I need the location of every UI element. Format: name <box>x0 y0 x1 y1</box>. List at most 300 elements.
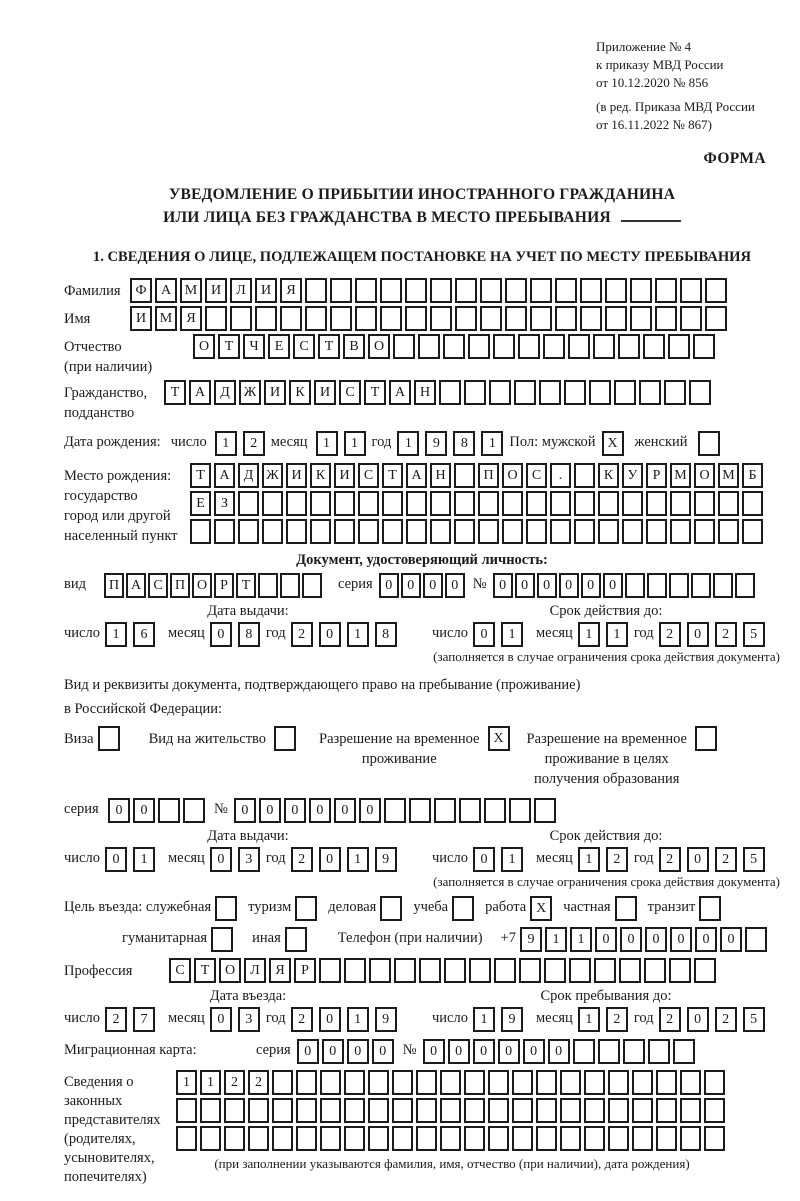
char-cell[interactable] <box>704 1070 725 1095</box>
char-cell[interactable] <box>648 1039 670 1064</box>
char-cell[interactable]: П <box>170 573 190 598</box>
entry-day-cells[interactable] <box>105 1007 161 1032</box>
char-cell[interactable]: Я <box>180 306 202 331</box>
char-cell[interactable] <box>539 380 561 405</box>
expiry-month-cells[interactable] <box>578 622 634 647</box>
char-cell[interactable]: 0 <box>581 573 601 598</box>
char-cell[interactable] <box>416 1098 437 1123</box>
char-cell[interactable] <box>382 519 403 544</box>
char-cell[interactable]: 0 <box>319 1007 341 1032</box>
char-cell[interactable]: 1 <box>578 1007 600 1032</box>
char-cell[interactable] <box>394 958 416 983</box>
char-cell[interactable] <box>742 491 763 516</box>
char-cell[interactable]: 1 <box>347 622 369 647</box>
doc-number-cells[interactable] <box>493 573 757 598</box>
char-cell[interactable] <box>439 380 461 405</box>
purpose-private-checkbox[interactable] <box>615 896 640 921</box>
char-cell[interactable]: С <box>358 463 379 488</box>
char-cell[interactable]: 0 <box>372 1039 394 1064</box>
char-cell[interactable]: 1 <box>397 431 419 456</box>
char-cell[interactable] <box>598 519 619 544</box>
char-cell[interactable]: Д <box>238 463 259 488</box>
char-cell[interactable]: Я <box>269 958 291 983</box>
char-cell[interactable]: 0 <box>695 927 717 952</box>
char-cell[interactable]: Т <box>318 334 340 359</box>
char-cell[interactable] <box>632 1098 653 1123</box>
char-cell[interactable] <box>670 491 691 516</box>
char-cell[interactable] <box>280 573 300 598</box>
char-cell[interactable] <box>536 1098 557 1123</box>
issue-month-cells[interactable] <box>210 622 266 647</box>
char-cell[interactable] <box>355 278 377 303</box>
char-cell[interactable] <box>598 491 619 516</box>
char-cell[interactable]: . <box>550 463 571 488</box>
char-cell[interactable]: М <box>180 278 202 303</box>
char-cell[interactable]: Т <box>364 380 386 405</box>
char-cell[interactable] <box>680 1098 701 1123</box>
char-cell[interactable] <box>158 798 180 823</box>
char-cell[interactable]: Т <box>194 958 216 983</box>
char-cell[interactable] <box>405 278 427 303</box>
char-cell[interactable] <box>418 334 440 359</box>
char-cell[interactable] <box>452 896 474 921</box>
char-cell[interactable] <box>392 1070 413 1095</box>
char-cell[interactable]: 0 <box>210 622 232 647</box>
char-cell[interactable]: И <box>205 278 227 303</box>
issue-day-cells[interactable] <box>105 622 161 647</box>
char-cell[interactable]: С <box>339 380 361 405</box>
residence-issue-day-cells[interactable] <box>105 847 161 872</box>
char-cell[interactable] <box>393 334 415 359</box>
char-cell[interactable] <box>262 491 283 516</box>
char-cell[interactable]: Д <box>214 380 236 405</box>
char-cell[interactable] <box>488 1070 509 1095</box>
char-cell[interactable]: 2 <box>291 1007 313 1032</box>
char-cell[interactable] <box>320 1126 341 1151</box>
char-cell[interactable]: 5 <box>743 847 765 872</box>
char-cell[interactable]: 0 <box>645 927 667 952</box>
char-cell[interactable] <box>689 380 711 405</box>
char-cell[interactable] <box>224 1098 245 1123</box>
expiry-day-cells[interactable] <box>473 622 529 647</box>
char-cell[interactable]: Р <box>646 463 667 488</box>
char-cell[interactable] <box>694 958 716 983</box>
char-cell[interactable] <box>334 491 355 516</box>
char-cell[interactable]: М <box>670 463 691 488</box>
char-cell[interactable]: О <box>219 958 241 983</box>
char-cell[interactable] <box>605 306 627 331</box>
char-cell[interactable]: 1 <box>105 622 127 647</box>
char-cell[interactable] <box>183 798 205 823</box>
char-cell[interactable]: 2 <box>715 622 737 647</box>
char-cell[interactable] <box>176 1126 197 1151</box>
char-cell[interactable]: 1 <box>570 927 592 952</box>
char-cell[interactable] <box>368 1070 389 1095</box>
char-cell[interactable]: 9 <box>375 847 397 872</box>
char-cell[interactable] <box>330 306 352 331</box>
char-cell[interactable]: 2 <box>659 622 681 647</box>
char-cell[interactable] <box>285 927 307 952</box>
char-cell[interactable] <box>589 380 611 405</box>
surname-cells[interactable] <box>130 278 730 303</box>
char-cell[interactable] <box>694 519 715 544</box>
char-cell[interactable]: 0 <box>322 1039 344 1064</box>
phone-cells[interactable] <box>520 927 770 952</box>
char-cell[interactable]: 1 <box>481 431 503 456</box>
residence-issue-year-cells[interactable] <box>291 847 403 872</box>
char-cell[interactable]: П <box>104 573 124 598</box>
char-cell[interactable] <box>280 306 302 331</box>
char-cell[interactable] <box>488 1126 509 1151</box>
entry-year-cells[interactable] <box>291 1007 403 1032</box>
char-cell[interactable] <box>320 1098 341 1123</box>
char-cell[interactable] <box>380 306 402 331</box>
char-cell[interactable]: 0 <box>379 573 399 598</box>
char-cell[interactable] <box>392 1098 413 1123</box>
char-cell[interactable] <box>536 1126 557 1151</box>
char-cell[interactable] <box>699 896 721 921</box>
char-cell[interactable]: Т <box>190 463 211 488</box>
char-cell[interactable] <box>574 463 595 488</box>
char-cell[interactable] <box>605 278 627 303</box>
char-cell[interactable] <box>369 958 391 983</box>
char-cell[interactable] <box>305 278 327 303</box>
char-cell[interactable]: 0 <box>687 1007 709 1032</box>
purpose-transit-checkbox[interactable] <box>699 896 724 921</box>
char-cell[interactable]: 3 <box>238 1007 260 1032</box>
char-cell[interactable] <box>430 519 451 544</box>
char-cell[interactable] <box>230 306 252 331</box>
char-cell[interactable]: И <box>264 380 286 405</box>
char-cell[interactable]: 0 <box>133 798 155 823</box>
char-cell[interactable] <box>430 491 451 516</box>
char-cell[interactable] <box>608 1098 629 1123</box>
char-cell[interactable] <box>598 1039 620 1064</box>
char-cell[interactable] <box>550 491 571 516</box>
char-cell[interactable]: 2 <box>291 847 313 872</box>
char-cell[interactable] <box>416 1070 437 1095</box>
purpose-other-checkbox[interactable] <box>285 927 310 952</box>
char-cell[interactable] <box>382 491 403 516</box>
char-cell[interactable]: 0 <box>210 1007 232 1032</box>
doc-type-cells[interactable] <box>104 573 324 598</box>
char-cell[interactable] <box>618 334 640 359</box>
char-cell[interactable] <box>296 1070 317 1095</box>
char-cell[interactable] <box>358 519 379 544</box>
char-cell[interactable]: И <box>130 306 152 331</box>
char-cell[interactable]: 2 <box>715 1007 737 1032</box>
visa-checkbox[interactable] <box>98 726 123 751</box>
char-cell[interactable] <box>454 463 475 488</box>
char-cell[interactable] <box>669 958 691 983</box>
char-cell[interactable]: 2 <box>224 1070 245 1095</box>
char-cell[interactable] <box>310 519 331 544</box>
char-cell[interactable] <box>622 519 643 544</box>
char-cell[interactable] <box>615 896 637 921</box>
char-cell[interactable] <box>286 519 307 544</box>
char-cell[interactable]: А <box>126 573 146 598</box>
residence-expiry-day-cells[interactable] <box>473 847 529 872</box>
char-cell[interactable] <box>248 1126 269 1151</box>
char-cell[interactable]: А <box>214 463 235 488</box>
char-cell[interactable]: 0 <box>537 573 557 598</box>
char-cell[interactable] <box>550 519 571 544</box>
char-cell[interactable]: 2 <box>606 847 628 872</box>
char-cell[interactable]: О <box>502 463 523 488</box>
sex-male-checkbox[interactable] <box>602 431 627 456</box>
char-cell[interactable]: 0 <box>319 847 341 872</box>
char-cell[interactable]: 9 <box>425 431 447 456</box>
char-cell[interactable] <box>358 491 379 516</box>
char-cell[interactable]: М <box>155 306 177 331</box>
char-cell[interactable] <box>344 1070 365 1095</box>
char-cell[interactable] <box>459 798 481 823</box>
purpose-work-checkbox[interactable] <box>530 896 555 921</box>
char-cell[interactable] <box>484 798 506 823</box>
char-cell[interactable] <box>478 519 499 544</box>
char-cell[interactable]: 0 <box>210 847 232 872</box>
char-cell[interactable]: 1 <box>501 847 523 872</box>
char-cell[interactable] <box>248 1098 269 1123</box>
char-cell[interactable] <box>238 491 259 516</box>
char-cell[interactable] <box>568 334 590 359</box>
char-cell[interactable] <box>555 306 577 331</box>
purpose-humanitarian-checkbox[interactable] <box>211 927 236 952</box>
char-cell[interactable]: И <box>286 463 307 488</box>
char-cell[interactable]: 0 <box>595 927 617 952</box>
char-cell[interactable] <box>530 306 552 331</box>
char-cell[interactable]: X <box>488 726 510 751</box>
char-cell[interactable] <box>255 306 277 331</box>
char-cell[interactable] <box>656 1070 677 1095</box>
char-cell[interactable] <box>630 306 652 331</box>
char-cell[interactable] <box>505 278 527 303</box>
char-cell[interactable] <box>478 491 499 516</box>
char-cell[interactable] <box>190 519 211 544</box>
char-cell[interactable] <box>211 927 233 952</box>
char-cell[interactable]: Л <box>244 958 266 983</box>
char-cell[interactable] <box>443 334 465 359</box>
char-cell[interactable]: А <box>389 380 411 405</box>
char-cell[interactable] <box>380 278 402 303</box>
char-cell[interactable]: К <box>289 380 311 405</box>
char-cell[interactable]: И <box>334 463 355 488</box>
char-cell[interactable] <box>488 1098 509 1123</box>
purpose-commercial-checkbox[interactable] <box>380 896 405 921</box>
char-cell[interactable] <box>705 278 727 303</box>
char-cell[interactable]: О <box>193 334 215 359</box>
char-cell[interactable]: 1 <box>578 622 600 647</box>
char-cell[interactable] <box>454 491 475 516</box>
char-cell[interactable] <box>632 1126 653 1151</box>
char-cell[interactable] <box>608 1070 629 1095</box>
char-cell[interactable]: 0 <box>423 1039 445 1064</box>
char-cell[interactable] <box>295 896 317 921</box>
char-cell[interactable]: 2 <box>105 1007 127 1032</box>
temp-residence-checkbox[interactable] <box>488 726 513 751</box>
char-cell[interactable]: 0 <box>473 622 495 647</box>
char-cell[interactable] <box>622 491 643 516</box>
char-cell[interactable] <box>742 519 763 544</box>
char-cell[interactable]: 1 <box>347 847 369 872</box>
char-cell[interactable] <box>512 1070 533 1095</box>
purpose-tourism-checkbox[interactable] <box>295 896 320 921</box>
char-cell[interactable]: 0 <box>259 798 281 823</box>
char-cell[interactable] <box>680 1126 701 1151</box>
char-cell[interactable] <box>296 1126 317 1151</box>
char-cell[interactable] <box>430 278 452 303</box>
migration-number-cells[interactable] <box>423 1039 698 1064</box>
char-cell[interactable]: 0 <box>445 573 465 598</box>
char-cell[interactable] <box>405 306 427 331</box>
char-cell[interactable]: 0 <box>523 1039 545 1064</box>
char-cell[interactable] <box>272 1070 293 1095</box>
char-cell[interactable] <box>536 1070 557 1095</box>
char-cell[interactable]: 0 <box>498 1039 520 1064</box>
char-cell[interactable]: 6 <box>133 622 155 647</box>
char-cell[interactable] <box>646 519 667 544</box>
char-cell[interactable] <box>694 491 715 516</box>
issue-year-cells[interactable] <box>291 622 403 647</box>
char-cell[interactable] <box>310 491 331 516</box>
char-cell[interactable] <box>698 431 720 456</box>
char-cell[interactable] <box>594 958 616 983</box>
char-cell[interactable] <box>455 278 477 303</box>
char-cell[interactable] <box>580 278 602 303</box>
char-cell[interactable] <box>355 306 377 331</box>
char-cell[interactable]: 2 <box>248 1070 269 1095</box>
char-cell[interactable]: 2 <box>659 847 681 872</box>
char-cell[interactable] <box>215 896 237 921</box>
char-cell[interactable]: 8 <box>453 431 475 456</box>
char-cell[interactable] <box>656 1126 677 1151</box>
char-cell[interactable]: З <box>214 491 235 516</box>
char-cell[interactable]: Н <box>430 463 451 488</box>
char-cell[interactable] <box>530 278 552 303</box>
char-cell[interactable]: Л <box>230 278 252 303</box>
char-cell[interactable] <box>695 726 717 751</box>
char-cell[interactable] <box>644 958 666 983</box>
char-cell[interactable] <box>514 380 536 405</box>
char-cell[interactable] <box>344 1126 365 1151</box>
char-cell[interactable] <box>593 334 615 359</box>
char-cell[interactable] <box>505 306 527 331</box>
char-cell[interactable]: 2 <box>715 847 737 872</box>
char-cell[interactable] <box>543 334 565 359</box>
residence-issue-month-cells[interactable] <box>210 847 266 872</box>
char-cell[interactable]: 0 <box>234 798 256 823</box>
edu-residence-checkbox[interactable] <box>695 726 720 751</box>
char-cell[interactable] <box>454 519 475 544</box>
char-cell[interactable] <box>464 1126 485 1151</box>
representatives-cells-row2[interactable] <box>176 1098 728 1123</box>
char-cell[interactable] <box>584 1126 605 1151</box>
char-cell[interactable]: 1 <box>347 1007 369 1032</box>
char-cell[interactable] <box>691 573 711 598</box>
doc-series-cells[interactable] <box>379 573 467 598</box>
char-cell[interactable]: 5 <box>743 622 765 647</box>
char-cell[interactable] <box>464 1070 485 1095</box>
char-cell[interactable]: X <box>602 431 624 456</box>
char-cell[interactable]: 7 <box>133 1007 155 1032</box>
char-cell[interactable] <box>673 1039 695 1064</box>
char-cell[interactable]: 1 <box>200 1070 221 1095</box>
char-cell[interactable]: 0 <box>720 927 742 952</box>
char-cell[interactable]: 0 <box>515 573 535 598</box>
char-cell[interactable] <box>262 519 283 544</box>
char-cell[interactable] <box>464 380 486 405</box>
char-cell[interactable]: 0 <box>105 847 127 872</box>
char-cell[interactable] <box>680 306 702 331</box>
char-cell[interactable]: Ж <box>262 463 283 488</box>
char-cell[interactable] <box>655 278 677 303</box>
char-cell[interactable]: И <box>314 380 336 405</box>
char-cell[interactable] <box>735 573 755 598</box>
residence-number-cells[interactable] <box>234 798 559 823</box>
char-cell[interactable]: О <box>368 334 390 359</box>
char-cell[interactable] <box>330 278 352 303</box>
char-cell[interactable] <box>519 958 541 983</box>
char-cell[interactable] <box>296 1098 317 1123</box>
char-cell[interactable] <box>380 896 402 921</box>
char-cell[interactable] <box>344 958 366 983</box>
char-cell[interactable]: Р <box>294 958 316 983</box>
residence-permit-checkbox[interactable] <box>274 726 299 751</box>
char-cell[interactable] <box>384 798 406 823</box>
char-cell[interactable] <box>468 334 490 359</box>
representatives-cells-row1[interactable] <box>176 1070 728 1095</box>
char-cell[interactable] <box>680 1070 701 1095</box>
char-cell[interactable]: Ф <box>130 278 152 303</box>
birth-month-cells[interactable] <box>316 431 372 456</box>
char-cell[interactable]: Я <box>280 278 302 303</box>
char-cell[interactable] <box>440 1070 461 1095</box>
purpose-study-checkbox[interactable] <box>452 896 477 921</box>
birth-place-cells-row2[interactable] <box>190 491 766 516</box>
char-cell[interactable]: Е <box>190 491 211 516</box>
char-cell[interactable] <box>274 726 296 751</box>
char-cell[interactable]: 2 <box>659 1007 681 1032</box>
char-cell[interactable]: О <box>694 463 715 488</box>
char-cell[interactable] <box>302 573 322 598</box>
char-cell[interactable]: О <box>192 573 212 598</box>
char-cell[interactable]: С <box>169 958 191 983</box>
char-cell[interactable]: Е <box>268 334 290 359</box>
char-cell[interactable]: К <box>310 463 331 488</box>
char-cell[interactable] <box>200 1098 221 1123</box>
entry-month-cells[interactable] <box>210 1007 266 1032</box>
char-cell[interactable] <box>334 519 355 544</box>
char-cell[interactable]: 3 <box>238 847 260 872</box>
sex-female-checkbox[interactable] <box>698 431 723 456</box>
char-cell[interactable] <box>430 306 452 331</box>
char-cell[interactable]: Ж <box>239 380 261 405</box>
char-cell[interactable]: 0 <box>493 573 513 598</box>
purpose-business-checkbox[interactable] <box>215 896 240 921</box>
char-cell[interactable] <box>584 1098 605 1123</box>
char-cell[interactable] <box>469 958 491 983</box>
birth-place-cells-row1[interactable] <box>190 463 766 488</box>
char-cell[interactable]: 8 <box>375 622 397 647</box>
char-cell[interactable]: 0 <box>687 622 709 647</box>
char-cell[interactable]: 0 <box>108 798 130 823</box>
char-cell[interactable] <box>320 1070 341 1095</box>
char-cell[interactable] <box>534 798 556 823</box>
char-cell[interactable]: 1 <box>501 622 523 647</box>
char-cell[interactable]: 1 <box>344 431 366 456</box>
char-cell[interactable] <box>526 519 547 544</box>
char-cell[interactable]: Н <box>414 380 436 405</box>
